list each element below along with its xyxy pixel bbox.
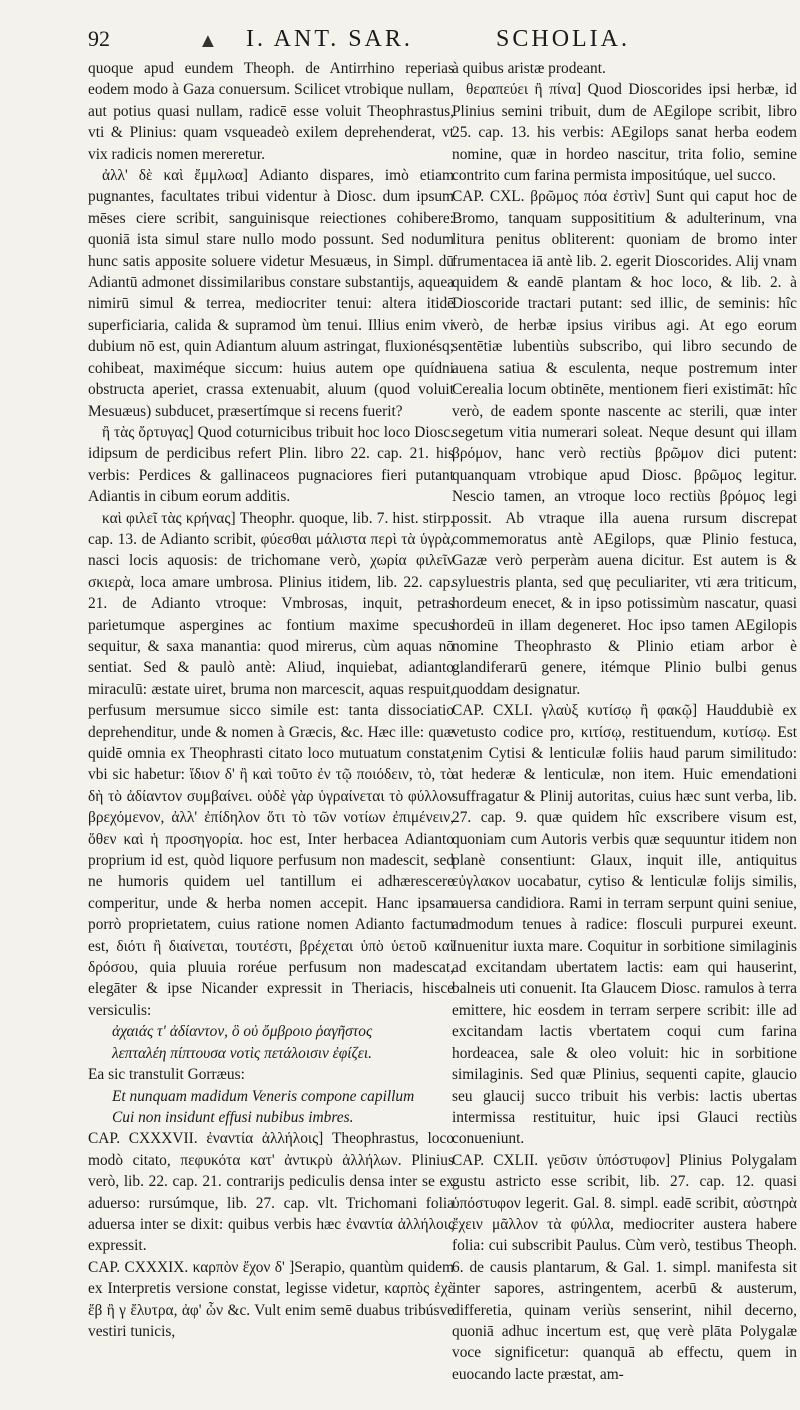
paragraph: θεραπεύει ἢ πίνα] Quod Dioscorides ipsi herbæ, id Plinius semini tribuit, dum de AEgilope scribit, libro 25. cap. 13. his verbis: AEgilops sanat herba eodem nomine, quæ in hordeo nascitur, trita folio, semine contrito cum farina permista impositúque, uel succo. [452, 81, 797, 185]
paragraph: CAP. CXLII. γεῦσιν ὑπόστυφον] Plinius Polygalam gustu astricto esse scribit, lib. 27. cap. 12. quasi ὑπόστυφον legerit. Gal. 8. simpl. eadē scribit, αὐστηρὰ ἔχειν μᾶλλον τὰ φύλλα, mediocriter austera habere folia: cui subscribit Paulus. Cùm verò, testibus Theoph. 6. de causis plantarum, & Gal. 1. simpl. manifesta sit inter sapores, astringentem, acerbū & austerum, differetia, quinam veriùs senserint, nihil decerno, quoniā adhuc incertum est, quę verè plāta Polygalæ voce significetur: quanquā ab effectu, quem in euocando lacte præstat, am- [452, 1151, 797, 1383]
paragraph: CAP. CXL. βρῶμος πόα ἐστὶν] Sunt qui caput hoc de Bromo, tanquam supposititium & adulterinum, vna litura penitus obliterent: quoniam de bromo inter frumentacea iā antè lib. 2. egerit Dioscorides. Alij vnam quidem & eandē plantam & hoc loco, & lib. 2. à Dioscoride tractari putant: sed illic, de seminis: hîc verò, de herbæ ipsius viribus agi. At ego eorum sentētiæ lubentiùs subscribo, qui libro secundo de auena satiua & esculenta, neque postremum inter Cerealia locum obtinēte, mentionem fieri existimāt: hîc verò, de eadem sponte nascente ac sterili, quæ inter segetum vitia numerari soleat. Neque desunt qui illam βρόμον, hanc verò rectiùs βρῶμον dici putent: quanquam vtrobique apud Diosc. βρῶμος legitur. Nescio tamen, an vtroque loco rectiùs βρόμος legi possit. Ab vtraque illa auena rursum discrepat commemoratus antè AEgilops, quæ Plinio festuca, Gazæ verò perperàm auena dicitur. Est autem is & syluestris planta, sed quę peculiariter, vti æra triticum, hordeum enecet, & in ipso potissimùm nascatur, quasi hordeū in illam degeneret. Hoc ipso tamen AEgilopis nomine Theophrasto & Plinio etiam arbor è glandiferarū genere, itémque Plinio bulbi genus quoddam designatur. [452, 188, 797, 698]
verse-line: λεπταλέη πίπτουσα νοτὶς πετάλοισιν ἐφίζει. [112, 1044, 372, 1062]
running-head-title: SCHOLIA. [496, 26, 631, 52]
paragraph: CAP. CXXXVII. ἐναντία ἀλλήλοις] Theophrastus, loco modò citato, πεφυκότα κατ' ἀντικρὺ ἀλλήλων. Plinius verò, lib. 22. cap. 21. contrarijs pediculis densa inter se ex aduerso: rursúmque, lib. 27. cap. vlt. Trichomani folia aduersa inter se dixit: quibus verbis hæc ἐναντία ἀλλήλοις expressit. [88, 1130, 454, 1255]
verse-line: Et nunquam madidum Veneris compone capillum [112, 1087, 415, 1105]
page-number: 92 [88, 26, 110, 51]
right-column [452, 58, 797, 1388]
verse-line: ἀχαιάς τ' ἀδίαντον, ὃ οὐ ὄμβροιο ῥαγῆστος [112, 1023, 373, 1041]
paragraph: ἢ τὰς ὄρτυγας] Quod coturnicibus tribuit hoc loco Diosc. idipsum de perdicibus refert Plin. libro 22. cap. 21. his verbis: Perdices & gallinaceos pugnaciores fieri putant Adiantis in cibum eorum additis. [88, 423, 454, 506]
running-head-author: I. ANT. SAR. [246, 26, 413, 52]
left-column [88, 58, 454, 1388]
ink-mark: ▲ [198, 30, 218, 52]
paragraph: quoque apud eundem Theoph. de Antirrhino reperias eodem modo à Gaza conuersum. Scilicet vtrobique nullam, aut potius quasi nullam, radicē esse voluit Theophrastus, vti & Plinius: quam vsqueadeò exilem deprehenderat, vt vix radicis nomen mereretur. [88, 60, 454, 163]
page-header [88, 22, 760, 56]
paragraph: Ea sic transtulit Gorræus: [88, 1066, 245, 1084]
paragraph: à quibus aristæ prodeant. [452, 60, 606, 77]
verse-line: Cui non insidunt effusi nubibus imbres. [112, 1108, 354, 1126]
paragraph: ἀλλ' δὲ καὶ ἔμμλωα] Adianto dispares, imò etiam pugnantes, facultates tribui videntur à Diosc. dum ipsum mēses ciere scribit, sanguinisque reiectiones cohibere: quoniā ista simul stare nullo modo possunt. Sed nodum hunc satis apposite soluere videtur Mesuæus, in Simpl. dū Adiantū admonet dissimilaribus constare substantijs, aquea nimirū simul & terrea, mediocriter tenui: altera itidē superficiaria, calida & supramod ùm tenui. Illius enim vi dubium nō est, quin Adiantum aluum astringat, fluxionésq; cohibeat, maximéque siccum: huius autem ope quídni obstructa aperiet, crassa extenuabit, aluum (quod voluit Mesuæus) subducet, præsertímque si recens fuerit? [88, 167, 454, 420]
paragraph: CAP. CXLI. γλαὺξ κυτίσῳ ἢ φακῷ] Hauddubiè ex vetusto codice pro, κιτίσῳ, restituendum, κυτίσῳ. Est enim Cytisi & lenticulæ foliis haud parum similitudo: at hederæ & lenticulæ, non item. Huic emendationi suffragatur & Plinij autoritas, cuius hæc sunt verba, lib. 27. cap. 9. quæ quidem hîc exscribere visum est, quoniam cum Autoris verbis quæ sequuntur itidem non planè consentiunt: Glaux, inquit ille, antiquitus εὐγλακον uocabatur, cytiso & lenticulæ folijs similis, auersa candidiora. Rami in terram serpunt quini seniue, admodum tenues à radice: flosculi purpurei exeunt. Inuenitur iuxta mare. Coquitur in sorbitione similaginis ad excitandam ubertatem lactis: eam qui hauserint, balneis uti conuenit. Ita Glaucem Diosc. ramulos à terra emittere, hic eosdem in terram serpere scribit: ille ad excitandam lactis vbertatem coqui cum farina hordeacea, sale & oleo voluit: hic in sorbitione similaginis. Sed quæ Plinius, sequenti capite, glaucio seu glaucij succo tribuit his verbis: lactis ubertas intermissa restituitur, huic ipsi Glauci rectiùs conueniunt. [452, 702, 797, 1148]
paragraph: καὶ φιλεῖ τὰς κρήνας] Theophr. quoque, lib. 7. hist. stirp. cap. 13. de Adianto scribit, φύεσθαι μάλιστα περὶ τὰ ὑγρὰ, nasci locis aquosis: de trichomane verò, χωρία φιλεῖν σκιερὰ, loca amare umbrosa. Plinius itidem, lib. 22. cap. 21. de Adianto vtroque: Vmbrosas, inquit, petras parietumque aspergines ac fontium maxime specus sequitur, & saxa manantia: quod mirerus, cùm aquas nō sentiat. Sed & paulò antè: Aliud, inquiebat, adianto miraculū: æstate uiret, bruma non marcescit, aquas respuit, perfusum mersumue sicco simile est: tanta dissociatio deprehenditur, unde & nomen à Græcis, &c. Hæc ille: quæ quidē omnia ex Theophrasti citato loco mutuatum constat, vbi sic habetur: ἴδιον δ' ἢ καὶ τοῦτο ἐν τῷ ποιόδειν, τὸ, τὸ δὴ τὸ ἀδίαντον συμβαίνει. οὐδὲ γὰρ ὑγραίνεται τὸ φύλλον βρεχόμενον, ἀλλ' ἐπίδηλον ὅτι τὸ τῶν νοτίων ἐπιμένειν, ὅθεν καὶ ἡ προσηγορία. hoc est, Inter herbacea Adianto proprium id est, quòd liquore perfusum non madescit, sed ne humoris quidem uel tantillum ei adhærescere comperitur, unde & herba nomen accepit. Hanc ipsam porrò proprietatem, cuius ratione nomen Adianto factum est, διότι ἢ διαίνεται, τουτέστι, βρέχεται ὑπὸ ὑετοῦ καὶ δρόσου, quia pluuia roréue perfusum non madescat, elegāter & ipse Nicander expressit in Theriacis, hisce versiculis: [88, 509, 454, 1019]
paragraph: CAP. CXXXIX. καρπὸν ἔχον δ' ]Serapio, quantùm quidem ex Interpretis versione constat, legisse videtur, καρπὸς ἐχὲ ἔβ ἢ γ ἔλυτρα, ἀφ' ὧν &c. Vult enim semē duabus tribúsve vestiri tunicis, [88, 1258, 454, 1340]
